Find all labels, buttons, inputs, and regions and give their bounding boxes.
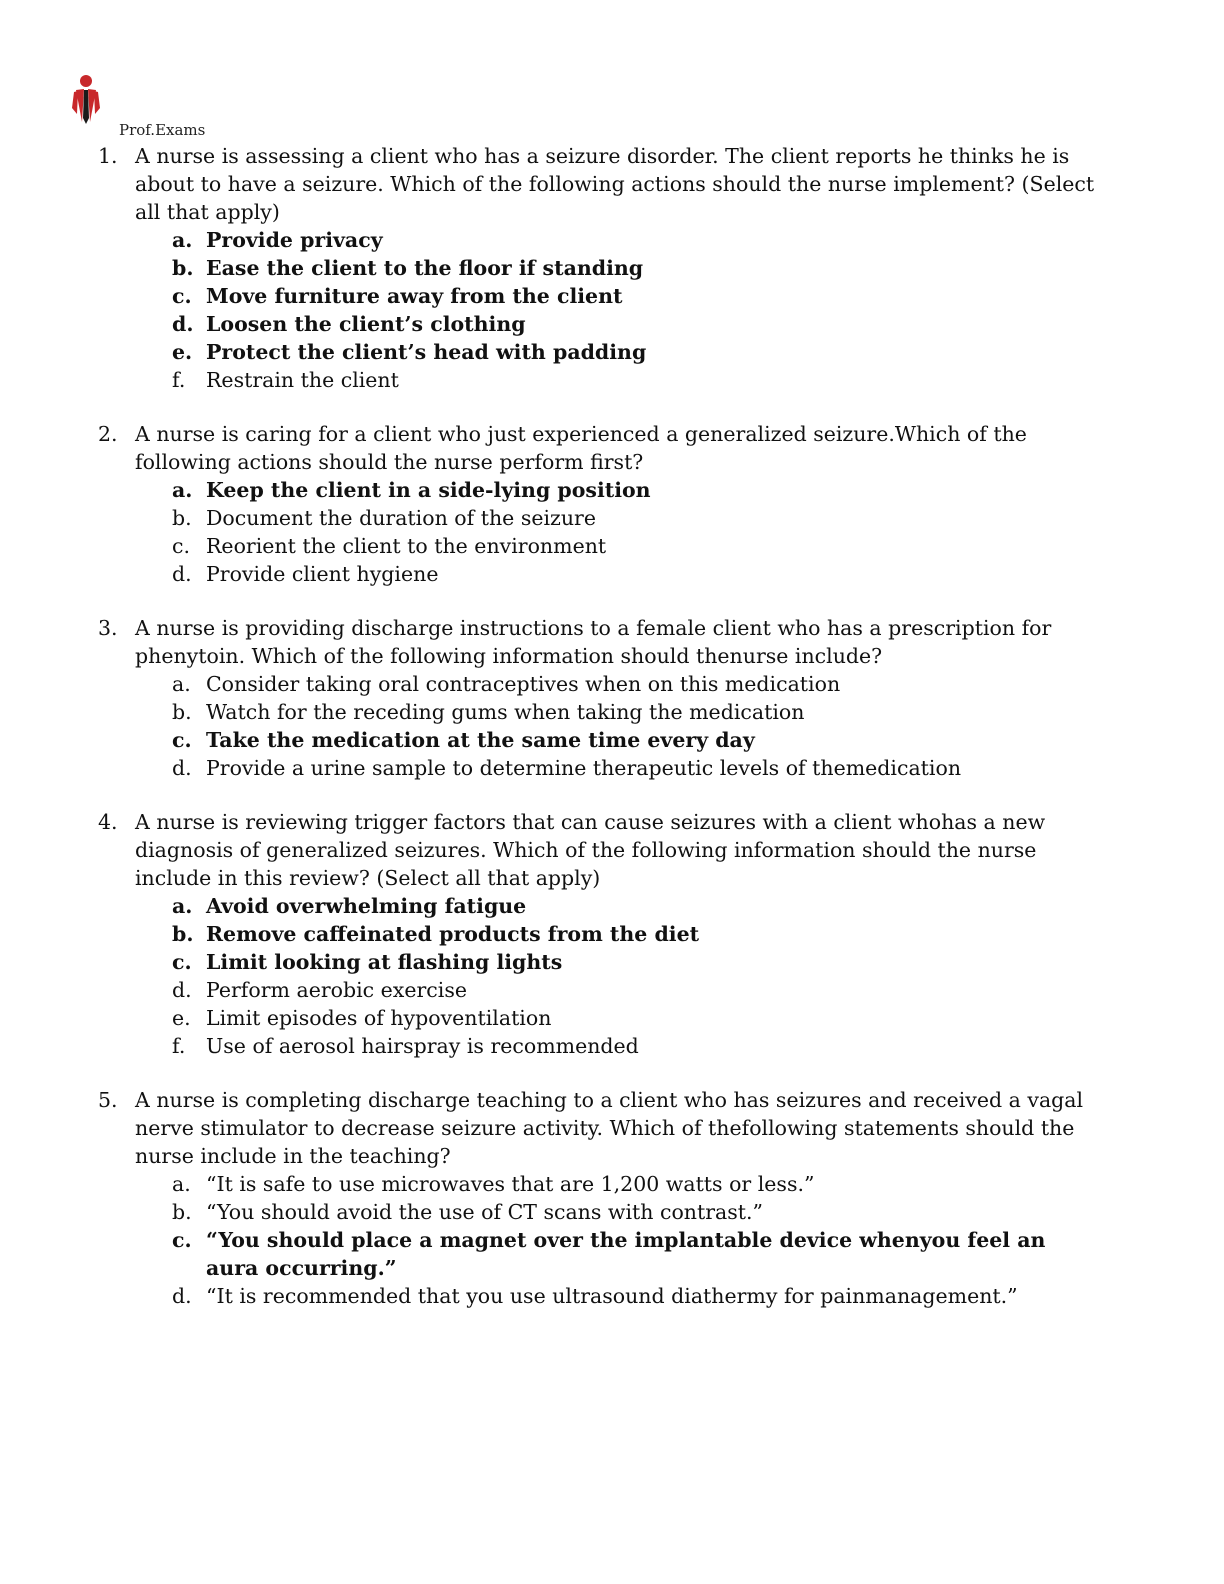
option-text: Provide privacy	[206, 228, 383, 252]
option-text: “You should place a magnet over the implantable device whenyou feel an aura occurring.”	[206, 1228, 1046, 1280]
option-letter: e.	[172, 1006, 191, 1030]
question-list	[98, 142, 1098, 1336]
option-text: Provide client hygiene	[206, 562, 439, 586]
answer-options	[98, 670, 1098, 782]
option-letter: e.	[172, 340, 193, 364]
question-number: 2.	[98, 422, 118, 446]
option-letter: b.	[172, 1200, 192, 1224]
answer-option	[98, 976, 1098, 1004]
question-2	[98, 420, 1098, 588]
option-letter: b.	[172, 700, 192, 724]
question-3	[98, 614, 1098, 782]
option-text: Perform aerobic exercise	[206, 978, 467, 1002]
answer-option	[98, 226, 1098, 254]
answer-option	[98, 948, 1098, 976]
brand-name: Prof.Exams	[119, 121, 206, 139]
answer-option	[98, 254, 1098, 282]
option-letter: d.	[172, 978, 192, 1002]
option-letter: c.	[172, 950, 192, 974]
option-letter: d.	[172, 756, 192, 780]
option-text: Ease the client to the floor if standing	[206, 256, 644, 280]
question-number: 1.	[98, 144, 118, 168]
option-letter: a.	[172, 1172, 191, 1196]
option-letter: a.	[172, 228, 193, 252]
question-text: A nurse is providing discharge instructions to a female client who has a prescription for phenytoin. Which of the following information should thenurse include?	[135, 616, 1052, 668]
answer-option	[98, 920, 1098, 948]
option-letter: c.	[172, 1228, 192, 1252]
option-letter: f.	[172, 1034, 186, 1058]
answer-option	[98, 476, 1098, 504]
option-text: Avoid overwhelming fatigue	[206, 894, 527, 918]
option-text: “It is safe to use microwaves that are 1,200 watts or less.”	[206, 1172, 815, 1196]
answer-options	[98, 226, 1098, 394]
question-stem	[98, 614, 1098, 670]
answer-option	[98, 1032, 1098, 1060]
question-4	[98, 808, 1098, 1060]
answer-options	[98, 476, 1098, 588]
answer-options	[98, 892, 1098, 1060]
option-text: “It is recommended that you use ultrasound diathermy for painmanagement.”	[206, 1284, 1018, 1308]
answer-option	[98, 1004, 1098, 1032]
question-text: A nurse is assessing a client who has a seizure disorder. The client reports he thinks he is about to have a seizure. Which of the following actions should the nurse implement? (Select all that apply)	[135, 144, 1095, 224]
answer-option	[98, 1226, 1098, 1282]
question-number: 5.	[98, 1088, 118, 1112]
answer-option	[98, 1170, 1098, 1198]
question-number: 3.	[98, 616, 118, 640]
answer-option	[98, 560, 1098, 588]
option-text: Document the duration of the seizure	[206, 506, 596, 530]
option-text: Limit episodes of hypoventilation	[206, 1006, 552, 1030]
option-letter: b.	[172, 506, 192, 530]
option-text: Loosen the client’s clothing	[206, 312, 526, 336]
answer-option	[98, 1282, 1098, 1310]
option-text: Remove caffeinated products from the diet	[206, 922, 700, 946]
answer-option	[98, 698, 1098, 726]
option-text: Protect the client’s head with padding	[206, 340, 647, 364]
option-text: Reorient the client to the environment	[206, 534, 607, 558]
option-letter: f.	[172, 368, 186, 392]
question-stem	[98, 420, 1098, 476]
option-letter: a.	[172, 478, 193, 502]
option-text: Keep the client in a side‐lying position	[206, 478, 651, 502]
answer-options	[98, 1170, 1098, 1310]
answer-option	[98, 670, 1098, 698]
option-letter: b.	[172, 256, 194, 280]
option-letter: d.	[172, 1284, 192, 1308]
question-1	[98, 142, 1098, 394]
option-text: Take the medication at the same time every day	[206, 728, 755, 752]
answer-option	[98, 892, 1098, 920]
question-text: A nurse is caring for a client who just experienced a generalized seizure.Which of the following actions should the nurse perform first?	[135, 422, 1027, 474]
option-text: “You should avoid the use of CT scans with contrast.”	[206, 1200, 764, 1224]
option-text: Watch for the receding gums when taking the medication	[206, 700, 805, 724]
answer-option	[98, 282, 1098, 310]
answer-option	[98, 1198, 1098, 1226]
option-text: Use of aerosol hairspray is recommended	[206, 1034, 639, 1058]
question-text: A nurse is reviewing trigger factors that can cause seizures with a client whohas a new diagnosis of generalized seizures. Which of the following information should the nurse include in this review? (Select all that apply)	[135, 810, 1046, 890]
option-text: Restrain the client	[206, 368, 399, 392]
answer-option	[98, 754, 1098, 782]
question-text: A nurse is completing discharge teaching to a client who has seizures and received a vagal nerve stimulator to decrease seizure activity. Which of thefollowing statements should the nurse include in the teaching?	[135, 1088, 1084, 1168]
option-letter: c.	[172, 534, 190, 558]
option-letter: c.	[172, 284, 192, 308]
option-letter: d.	[172, 312, 194, 336]
answer-option	[98, 726, 1098, 754]
option-letter: b.	[172, 922, 194, 946]
answer-option	[98, 338, 1098, 366]
question-5	[98, 1086, 1098, 1310]
question-number: 4.	[98, 810, 118, 834]
option-letter: c.	[172, 728, 192, 752]
profexams-logo-icon	[64, 74, 104, 130]
option-letter: a.	[172, 672, 191, 696]
option-text: Consider taking oral contraceptives when on this medication	[206, 672, 841, 696]
question-stem	[98, 142, 1098, 226]
option-text: Move furniture away from the client	[206, 284, 623, 308]
answer-option	[98, 504, 1098, 532]
option-text: Limit looking at flashing lights	[206, 950, 563, 974]
option-text: Provide a urine sample to determine therapeutic levels of themedication	[206, 756, 962, 780]
question-stem	[98, 1086, 1098, 1170]
answer-option	[98, 310, 1098, 338]
question-stem	[98, 808, 1098, 892]
option-letter: d.	[172, 562, 192, 586]
option-letter: a.	[172, 894, 193, 918]
answer-option	[98, 532, 1098, 560]
answer-option	[98, 366, 1098, 394]
